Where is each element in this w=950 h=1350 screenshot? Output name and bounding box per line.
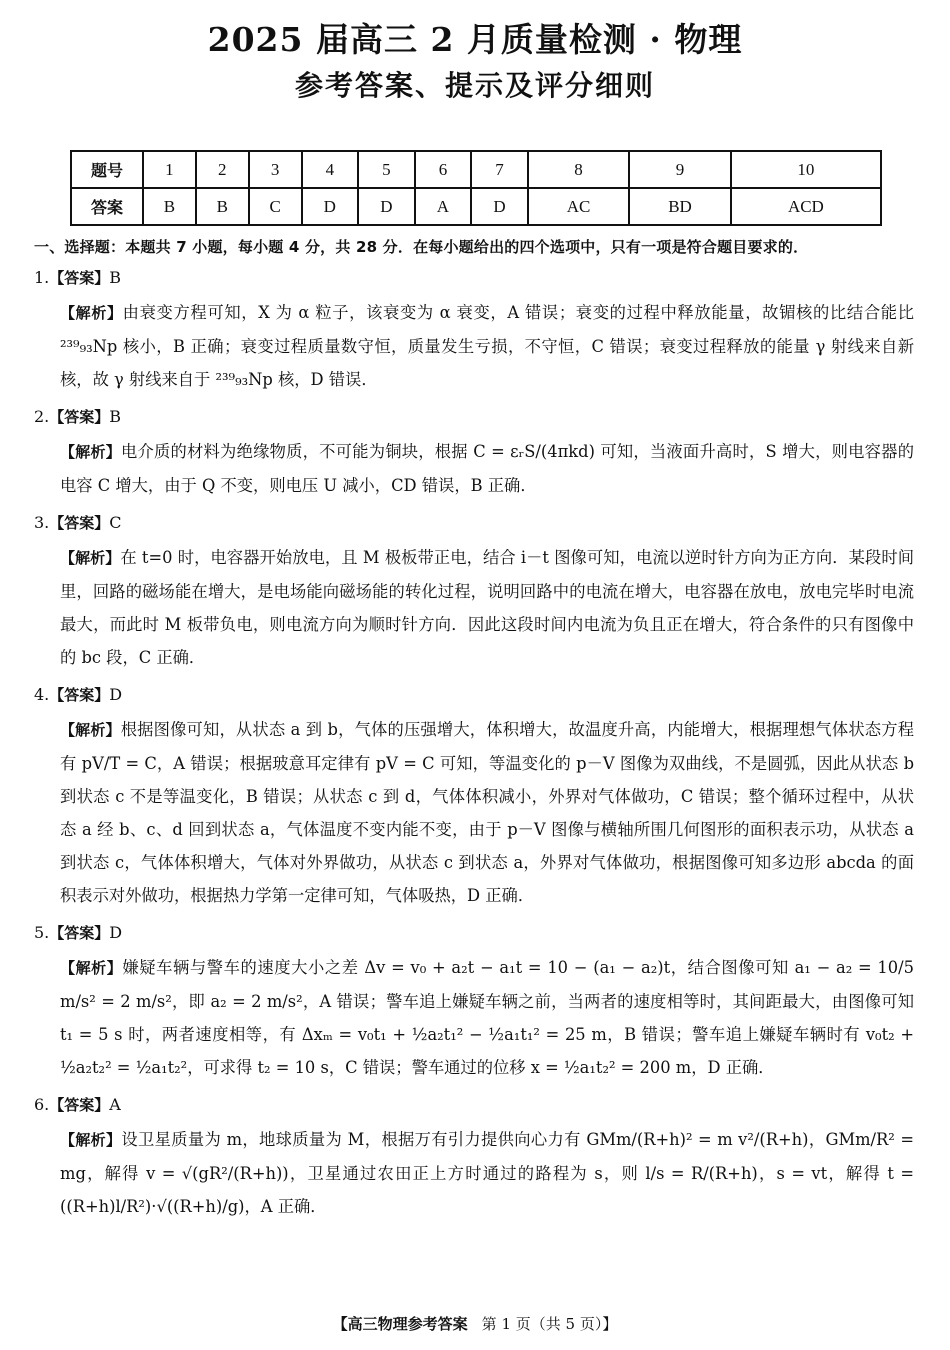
page-footer <box>0 1313 950 1334</box>
question-number-cell: 5 <box>358 151 415 188</box>
question-number-cell: 4 <box>302 151 359 188</box>
answer-cell: D <box>358 188 415 225</box>
answer-cell: D <box>302 188 359 225</box>
answer-table-row-label: 答案 <box>71 188 143 225</box>
answer-table <box>70 150 882 226</box>
question-answer-line <box>34 922 914 943</box>
question-number-cell: 1 <box>143 151 196 188</box>
answer-cell: B <box>196 188 249 225</box>
answer-table-number-row <box>71 151 881 188</box>
analysis-text: 由衰变方程可知，X 为 α 粒子，该衰变为 α 衰变，A 错误；衰变的过程中释放能量，故镅核的比结合能比 ²³⁹₉₃Np 核小，B 正确；衰变过程质量数守恒，质量发生亏损，不守恒，C 错误；衰变过程释放的能量 γ 射线来自新核，故 γ 射线来自于 ²³⁹₉₃Np 核，D 错误． <box>60 303 914 389</box>
question-analysis <box>34 951 914 1084</box>
answer-table-row-label: 题号 <box>71 151 143 188</box>
question-number-cell: 2 <box>196 151 249 188</box>
analysis-tag: 【解析】 <box>60 1131 122 1149</box>
analysis-tag: 【解析】 <box>60 304 123 322</box>
answer-cell: BD <box>629 188 731 225</box>
question-number-cell: 6 <box>415 151 472 188</box>
question-number: 3. <box>34 513 50 532</box>
analysis-tag: 【解析】 <box>60 721 121 739</box>
question-answer-line <box>34 267 914 288</box>
question-number-cell: 8 <box>528 151 630 188</box>
answer-cell: AC <box>528 188 630 225</box>
answer-cell: D <box>471 188 528 225</box>
question-analysis <box>34 1123 914 1223</box>
question-answer-line <box>34 1094 914 1115</box>
question-number-cell: 7 <box>471 151 528 188</box>
analysis-tag: 【解析】 <box>60 549 121 567</box>
answer-tag: 【答案】 <box>49 269 110 287</box>
question-number: 5. <box>34 923 50 942</box>
question-answer: B <box>109 268 122 287</box>
question-answer: B <box>109 407 122 426</box>
answer-cell: A <box>415 188 472 225</box>
question-number: 1. <box>34 268 50 287</box>
question-analysis <box>34 541 914 674</box>
answer-table-answer-row <box>71 188 881 225</box>
answer-tag: 【答案】 <box>49 514 110 532</box>
section-heading: 一、选择题：本题共 7 小题，每小题 4 分，共 28 分．在每小题给出的四个选项中，只有一项是符合题目要求的． <box>34 238 809 256</box>
answer-explanations <box>34 236 914 1223</box>
question-number-cell: 3 <box>249 151 302 188</box>
analysis-text: 根据图像可知，从状态 a 到 b，气体的压强增大，体积增大，故温度升高，内能增大，根据理想气体状态方程有 pV/T = C，A 错误；根据玻意耳定律有 pV = C 可知，等温变化的 p－V 图像为双曲线，不是圆弧，因此从状态 b 到状态 c 不是等温变化，B 错误；从状态 c 到 d，气体体积减小，外界对气体做功，C 错误；整个循环过程中，从状态 a 经 b、c、d 回到状态 a，气体温度不变内能不变，由于 p－V 图像与横轴所围几何图形的面积表示功，从状态 a 到状态 c，气体体积增大，气体对外界做功，从状态 c 到状态 a，外界对气体做功，根据图像可知多边形 abcda 的面积表示对外做功，根据热力学第一定律可知，气体吸热，D 正确． <box>60 720 914 905</box>
page-subtitle: 参考答案、提示及评分细则 <box>294 69 655 102</box>
question-number: 6. <box>34 1095 50 1114</box>
answer-tag: 【答案】 <box>49 686 110 704</box>
footer-page-number: 第 1 页（共 5 页）】 <box>481 1315 618 1333</box>
footer-document-label: 【高三物理参考答案 <box>332 1315 468 1333</box>
answer-tag: 【答案】 <box>49 924 110 942</box>
question-analysis <box>34 435 914 502</box>
analysis-text: 嫌疑车辆与警车的速度大小之差 Δv = v₀ + a₂t − a₁t = 10 − (a₁ − a₂)t，结合图像可知 a₁ − a₂ = 10/5 m/s² = 2 m/s²，即 a₂ = 2 m/s²，A 错误；警车追上嫌疑车辆之前，当两者的速度相等时，其间距最大，由图像可知 t₁ = 5 s 时，两者速度相等，有 Δxₘ = v₀t₁ + ½a₂t₁² − ½a₁t₁² = 25 m，B 错误；警车追上嫌疑车辆时有 v₀t₂ + ½a₂t₂² = ½a₁t₂²，可求得 t₂ = 10 s，C 错误；警车通过的位移 x = ½a₁t₂² = 200 m，D 正确． <box>60 958 914 1077</box>
question-analysis <box>34 713 914 912</box>
question-number: 2. <box>34 407 50 426</box>
answer-tag: 【答案】 <box>49 408 110 426</box>
analysis-text: 电介质的材料为绝缘物质，不可能为铜块，根据 C = εᵣS/(4πkd) 可知，当液面升高时，S 增大，则电容器的电容 C 增大，由于 Q 不变，则电压 U 减小，CD 错误，B 正确． <box>60 442 914 495</box>
question-answer: A <box>109 1095 121 1114</box>
question-answer-line <box>34 406 914 427</box>
analysis-text: 在 t=0 时，电容器开始放电，且 M 极板带正电，结合 i－t 图像可知，电流以逆时针方向为正方向．某段时间里，回路的磁场能在增大，是电场能向磁场能的转化过程，说明回路中的电流在增大，电容器在放电，放电完毕时电流最大，而此时 M 板带负电，则电流方向为顺时针方向．因此这段时间内电流为负且正在增大，符合条件的只有图像中的 bc 段，C 正确． <box>60 548 914 667</box>
analysis-tag: 【解析】 <box>60 959 123 977</box>
question-number-cell: 9 <box>629 151 731 188</box>
answer-cell: B <box>143 188 196 225</box>
question-answer: D <box>109 685 123 704</box>
question-answer: C <box>109 513 122 532</box>
analysis-text: 设卫星质量为 m，地球质量为 M，根据万有引力提供向心力有 GMm/(R+h)² = m v²/(R+h)，GMm/R² = mg，解得 v = √(gR²/(R+h))，卫星通过农田正上方时通过的路程为 s，则 l/s = R/(R+h)，s = vt，解得 t = ((R+h)l/R²)·√((R+h)/g)，A 正确． <box>60 1130 914 1216</box>
analysis-tag: 【解析】 <box>60 443 121 461</box>
question-answer-line <box>34 684 914 705</box>
answer-cell: ACD <box>731 188 881 225</box>
question-answer: D <box>109 923 123 942</box>
page-title: 2025 届高三 2 月质量检测 · 物理 <box>207 20 743 59</box>
question-number-cell: 10 <box>731 151 881 188</box>
question-number: 4. <box>34 685 50 704</box>
question-answer-line <box>34 512 914 533</box>
answer-cell: C <box>249 188 302 225</box>
question-analysis <box>34 296 914 396</box>
answer-tag: 【答案】 <box>49 1096 110 1114</box>
